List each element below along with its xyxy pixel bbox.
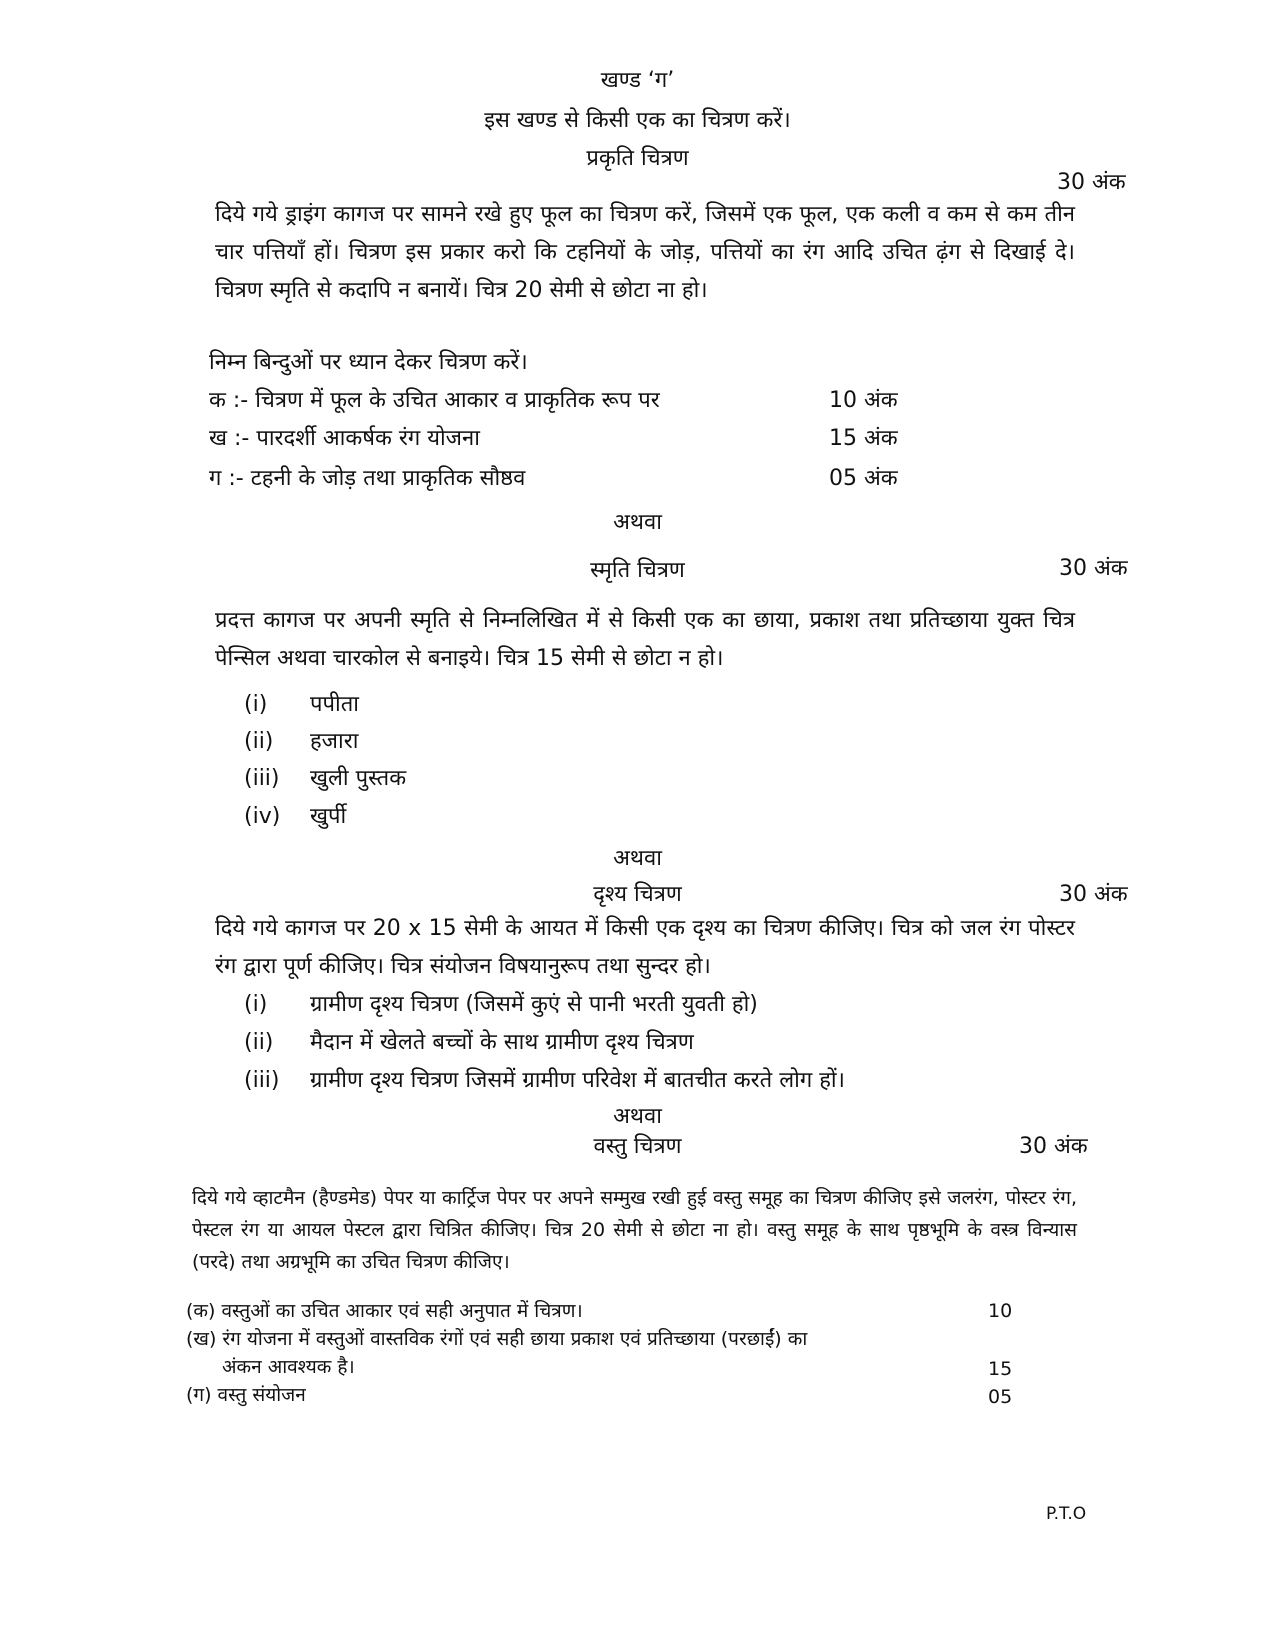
nature-marks: 30 अंक [1057,170,1126,195]
or-separator: अथवा [613,510,662,535]
nature-point-marks: 05 अंक [829,466,898,491]
nature-point: ख :- पारदर्शी आकर्षक रंग योजना [209,426,480,451]
object-point-cont: अंकन आवश्यक है। [222,1356,355,1378]
memory-item: हजारा [310,729,359,754]
memory-item: खुर्पी [310,804,347,829]
object-point: (ख) रंग योजना में वस्तुओं वास्तविक रंगों एवं सही छाया प्रकाश एवं प्रतिच्छाया (परछाईं) का [186,1328,808,1350]
memory-item: पपीता [310,692,359,717]
memory-item-num: (iii) [244,766,280,791]
memory-marks: 30 अंक [1059,556,1128,581]
scene-item-num: (i) [244,992,268,1017]
nature-point-marks: 15 अंक [829,426,898,451]
scene-item: ग्रामीण दृश्य चित्रण जिसमें ग्रामीण परिवेश में बातचीत करते लोग हों। [310,1068,845,1093]
memory-item-num: (iv) [244,804,281,829]
object-paragraph: दिये गये व्हाटमैन (हैण्डमेड) पेपर या कार्ट्रिज पेपर पर अपने सम्मुख रखी हुई वस्तु समूह का चित्रण कीजिए इसे जलरंग, पोस्टर रंग, पेस्टल रंग या आयल पेस्टल द्वारा चित्रित कीजिए। चित्र 20 सेमी से छोटा ना हो। वस्तु समूह के साथ पृष्ठभूमि के वस्त्र विन्यास (परदे) तथा अग्रभूमि का उचित चित्रण कीजिए। [192,1187,1077,1273]
scene-marks: 30 अंक [1059,882,1128,907]
memory-paragraph: प्रदत्त कागज पर अपनी स्मृति से निम्नलिखित में से किसी एक का छाया, प्रकाश तथा प्रतिच्छाया युक्त चित्र पेन्सिल अथवा चारकोल से बनाइये। चित्र 15 सेमी से छोटा न हो। [215,608,1075,671]
nature-paragraph: दिये गये ड्राइंग कागज पर सामने रखे हुए फूल का चित्रण करें, जिसमें एक फूल, एक कली व कम से कम तीन चार पत्तियाँ हों। चित्रण इस प्रकार करो कि टहनियों के जोड़, पत्तियों का रंग आदि उचित ढ़ंग से दिखाई दे। चित्रण स्मृति से कदापि न बनायें। चित्र 20 सेमी से छोटा ना हो। [215,202,1075,303]
memory-item-num: (ii) [244,729,274,754]
scene-item: मैदान में खेलते बच्चों के साथ ग्रामीण दृश्य चित्रण [310,1030,694,1055]
scene-paragraph: दिये गये कागज पर 20 x 15 सेमी के आयत में किसी एक दृश्य का चित्रण कीजिए। चित्र को जल रंग पोस्टर रंग द्वारा पूर्ण कीजिए। चित्र संयोजन विषयानुरूप तथा सुन्दर हो। [215,916,1075,979]
object-point: (क) वस्तुओं का उचित आकार एवं सही अनुपात में चित्रण। [186,1300,583,1322]
scene-item: ग्रामीण दृश्य चित्रण (जिसमें कुएं से पानी भरती युवती हो) [310,992,758,1017]
scene-title: दृश्य चित्रण [593,882,682,907]
section-instruction: इस खण्ड से किसी एक का चित्रण करें। [484,108,791,133]
memory-item: खुली पुस्तक [310,766,407,791]
nature-note: निम्न बिन्दुओं पर ध्यान देकर चित्रण करें। [209,350,528,375]
object-title: वस्तु चित्रण [593,1134,682,1159]
scene-item-num: (iii) [244,1068,280,1093]
object-marks: 30 अंक [1019,1134,1088,1159]
memory-item-num: (i) [244,692,268,717]
page-turn-note: P.T.O [1046,1504,1087,1524]
object-point-marks: 15 [988,1358,1013,1380]
object-point: (ग) वस्तु संयोजन [186,1384,306,1406]
or-separator: अथवा [613,846,662,871]
nature-point: क :- चित्रण में फूल के उचित आकार व प्राकृतिक रूप पर [209,388,660,413]
memory-title: स्मृति चित्रण [590,558,685,583]
section-title: खण्ड ‘ग’ [600,68,675,93]
object-point-marks: 05 [988,1386,1013,1408]
or-separator: अथवा [613,1104,662,1129]
scene-item-num: (ii) [244,1030,274,1055]
nature-title: प्रकृति चित्रण [586,146,689,171]
nature-point: ग :- टहनी के जोड़ तथा प्राकृतिक सौष्ठव [209,466,526,491]
nature-point-marks: 10 अंक [829,388,898,413]
object-point-marks: 10 [988,1300,1013,1322]
